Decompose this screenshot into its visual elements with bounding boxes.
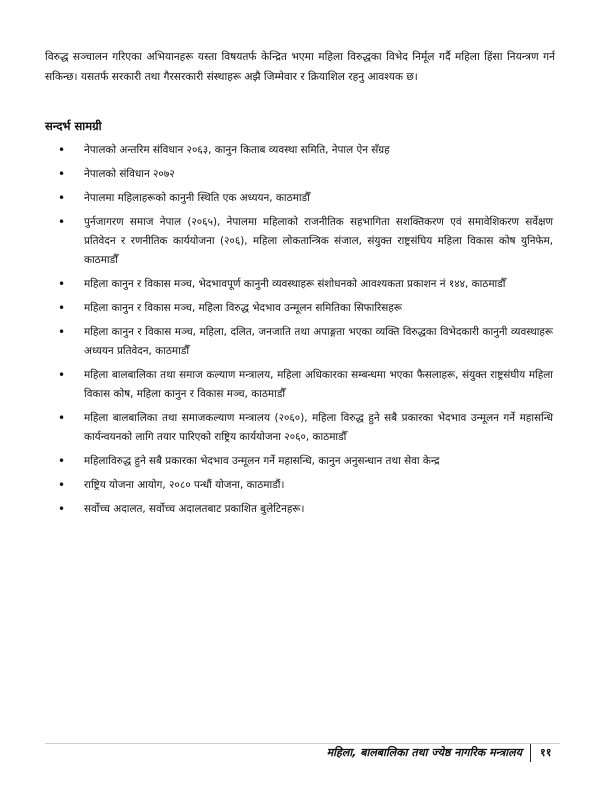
intro-paragraph: विरुद्ध सञ्चालन गरिएका अभियानहरू यस्ता विषयतर्फ केन्द्रित भएमा महिला विरुद्धका विभेद निर्मूल गर्दै महिला हिंसा नियन्त्रण गर्न सकिन्छ। यसतर्फ सरकारी तथा गैरसरकारी संस्थाहरू अझै जिम्मेवार र क्रियाशिल रहनु आवश्यक छ। — [45, 51, 555, 83]
bullet-icon: • — [58, 368, 66, 382]
reference-text: सर्वोच्च अदालत, सर्वोच्च अदालतबाट प्रकाशित बुलेटिनहरू। — [84, 503, 305, 515]
reference-text: नेपालको अन्तरिम संविधान २०६३, कानुन किताब व्यवस्था समिति, नेपाल ऐन सँग्रह — [84, 144, 390, 156]
bullet-icon: • — [58, 478, 66, 492]
bullet-icon: • — [58, 167, 66, 181]
bullet-icon: • — [58, 301, 66, 315]
reference-text: महिलाविरुद्ध हुने सबै प्रकारका भेदभाव उन्मूलन गर्ने महासन्धि, कानुन अनुसन्धान तथा सेवा केन्द्र — [84, 455, 440, 467]
bullet-icon: • — [58, 143, 66, 157]
bullet-icon: • — [58, 502, 66, 516]
bullet-icon: • — [58, 325, 66, 339]
reference-item — [58, 366, 553, 404]
reference-list — [58, 141, 553, 524]
footer-ministry-name: महिला, बालबालिका तथा ज्येष्ठ नागरिक मन्त्रालय — [326, 746, 522, 759]
bullet-icon: • — [58, 215, 66, 229]
page-number: ११ — [540, 746, 552, 759]
reference-item — [58, 275, 553, 294]
bullet-icon: • — [58, 277, 66, 291]
reference-item — [58, 409, 553, 447]
reference-item — [58, 323, 553, 361]
reference-text: महिला बालबालिका तथा समाज कल्याण मन्त्रालय, महिला अधिकारका सम्बन्धमा भएका फैसलाहरू, संयुक्त राष्ट्रसंघीय महिला विकास कोष, महिला कानुन र विकास मञ्च, काठमाडौँ — [84, 369, 553, 400]
reference-item — [58, 476, 553, 495]
reference-text: महिला कानुन र विकास मञ्च, भेदभावपूर्ण कानुनी व्यवस्थाहरू संशोधनको आवश्यकता प्रकाशन नं १४४, काठमाडौँ — [84, 278, 506, 290]
reference-text: पुर्नजागरण समाज नेपाल (२०६५), नेपालमा महिलाको राजनीतिक सहभागिता सशक्तिकरण एवं समावेशिकरण सर्वेक्षण प्रतिवेदन र रणनीतिक कार्ययोजना (२०६), महिला लोकतान्त्रिक संजाल, संयुक्त राष्ट्रसंघिय महिला विकास कोष युनिफेम, काठमाडौँ — [84, 216, 553, 266]
reference-text: महिला बालबालिका तथा समाजकल्याण मन्त्रालय (२०६०), महिला विरुद्ध हुने सबै प्रकारका भेदभाव उन्मूलन गर्ने महासन्धि कार्यन्वयनको लागि तयार पारिएको राष्ट्रिय कार्ययोजना २०६०, काठमाडौँ — [84, 412, 553, 443]
reference-item — [58, 500, 553, 519]
bullet-icon: • — [58, 411, 66, 425]
reference-item — [58, 452, 553, 471]
bullet-icon: • — [58, 191, 66, 205]
reference-item — [58, 141, 553, 160]
reference-text: महिला कानुन र विकास मञ्च, महिला, दलित, जनजाति तथा अपाङ्गता भएका व्यक्ति विरुद्धका विभेदकारी कानुनी व्यवस्थाहरू अध्ययन प्रतिवेदन, काठमाडौँ — [84, 326, 553, 357]
reference-item — [58, 213, 553, 270]
reference-item — [58, 299, 553, 318]
reference-item — [58, 165, 553, 184]
bullet-icon: • — [58, 454, 66, 468]
section-heading-references: सन्दर्भ सामग्री — [45, 119, 102, 133]
reference-text: नेपालको संविधान २०७२ — [84, 168, 175, 180]
reference-text: महिला कानुन र विकास मञ्च, महिला विरुद्ध भेदभाव उन्मूलन समितिका सिफारिसहरू — [84, 302, 402, 314]
footer-separator — [530, 744, 531, 762]
reference-text: नेपालमा महिलाहरूको कानुनी स्थिति एक अध्ययन, काठमाडौँ — [84, 192, 310, 204]
reference-text: राष्ट्रिय योजना आयोग, २०८० पन्धौं योजना, काठमाडौं। — [84, 479, 285, 491]
reference-item — [58, 189, 553, 208]
